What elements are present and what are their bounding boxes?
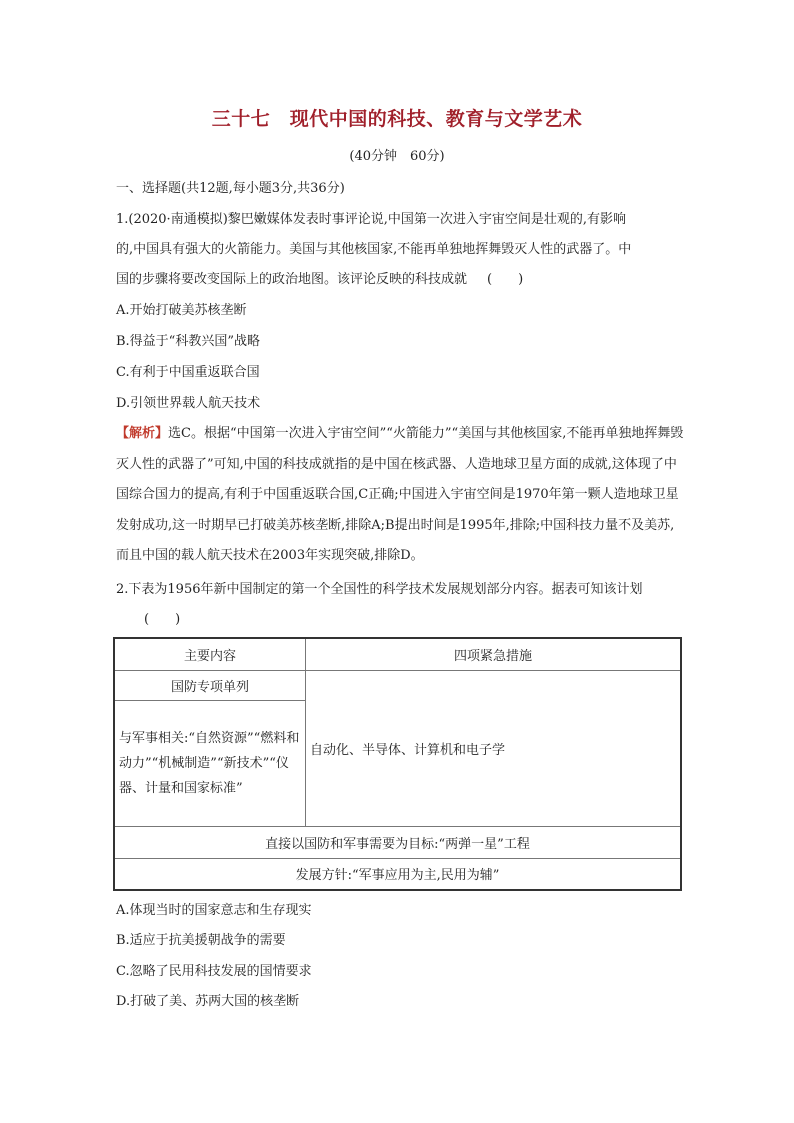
q2-stem: 2.下表为1956年新中国制定的第一个全国性的科学技术发展规划部分内容。据表可知该计划 <box>116 582 643 597</box>
time-score-note: (40分钟 60分) <box>349 149 445 164</box>
q1-stem-line-1: 1.(2020·南通模拟)黎巴嫩媒体发表时事评论说,中国第一次进入宇宙空间是壮观的,有影响 <box>116 212 627 227</box>
analysis-label: 【解析】 <box>116 426 169 441</box>
table-row-policy: 发展方针:“军事应用为主,民用为辅” <box>114 858 681 890</box>
table-cell-defense: 国防专项单列 <box>114 670 306 700</box>
q2-option-b: B.适应于抗美援朝战争的需要 <box>116 933 286 948</box>
table-cell-measures: 自动化、半导体、计算机和电子学 <box>306 670 682 826</box>
table-cell-military: 与军事相关:“自然资源”“燃料和动力”“机械制造”“新技术”“仪器、计量和国家标准” <box>114 700 306 826</box>
q2-option-a: A.体现当时的国家意志和生存现实 <box>116 903 312 918</box>
science-plan-table <box>113 637 682 891</box>
table-header-right: 四项紧急措施 <box>306 638 682 670</box>
table-header-left: 主要内容 <box>114 638 306 670</box>
page-title: 三十七 现代中国的科技、教育与文学艺术 <box>211 108 583 130</box>
section-heading: 一、选择题(共12题,每小题3分,共36分) <box>116 181 345 196</box>
q2-option-c: C.忽略了民用科技发展的国情要求 <box>116 964 312 979</box>
q1-stem-line-2: 的,中国具有强大的火箭能力。美国与其他核国家,不能再单独地挥舞毁灭人性的武器了。中 <box>116 242 632 257</box>
q2-answer-blank: ( ) <box>144 612 181 627</box>
q1-stem-line-3 <box>116 271 523 289</box>
q2-option-d: D.打破了美、苏两大国的核垄断 <box>116 994 300 1009</box>
q1-option-b: B.得益于“科教兴国”战略 <box>116 334 260 349</box>
q1-answer-blank: ( ) <box>487 272 524 287</box>
q1-analysis <box>116 419 686 572</box>
q1-option-c: C.有利于中国重返联合国 <box>116 365 260 380</box>
q1-option-a: A.开始打破美苏核垄断 <box>116 303 247 318</box>
q1-option-d: D.引领世界载人航天技术 <box>116 396 261 411</box>
q1-stem-text: 国的步骤将要改变国际上的政治地图。该评论反映的科技成就 <box>116 272 468 287</box>
analysis-text: 选C。根据“中国第一次进入宇宙空间”“火箭能力”“美国与其他核国家,不能再单独地挥舞毁灭人性的武器了”可知,中国的科技成就指的是中国在核武器、人造地球卫星方面的成就,这体现了中国综合国力的提高,有利于中国重返联合国,C正确;中国进入宇宙空间是1970年第一颗人造地球卫星发射成功,这一时期早已打破美苏核垄断,排除A;B提出时间是1995年,排除;中国科技力量不及美苏,而且中国的载人航天技术在2003年实现突破,排除D。 <box>116 426 684 564</box>
table-row-goal: 直接以国防和军事需要为目标:“两弹一星”工程 <box>114 826 681 858</box>
